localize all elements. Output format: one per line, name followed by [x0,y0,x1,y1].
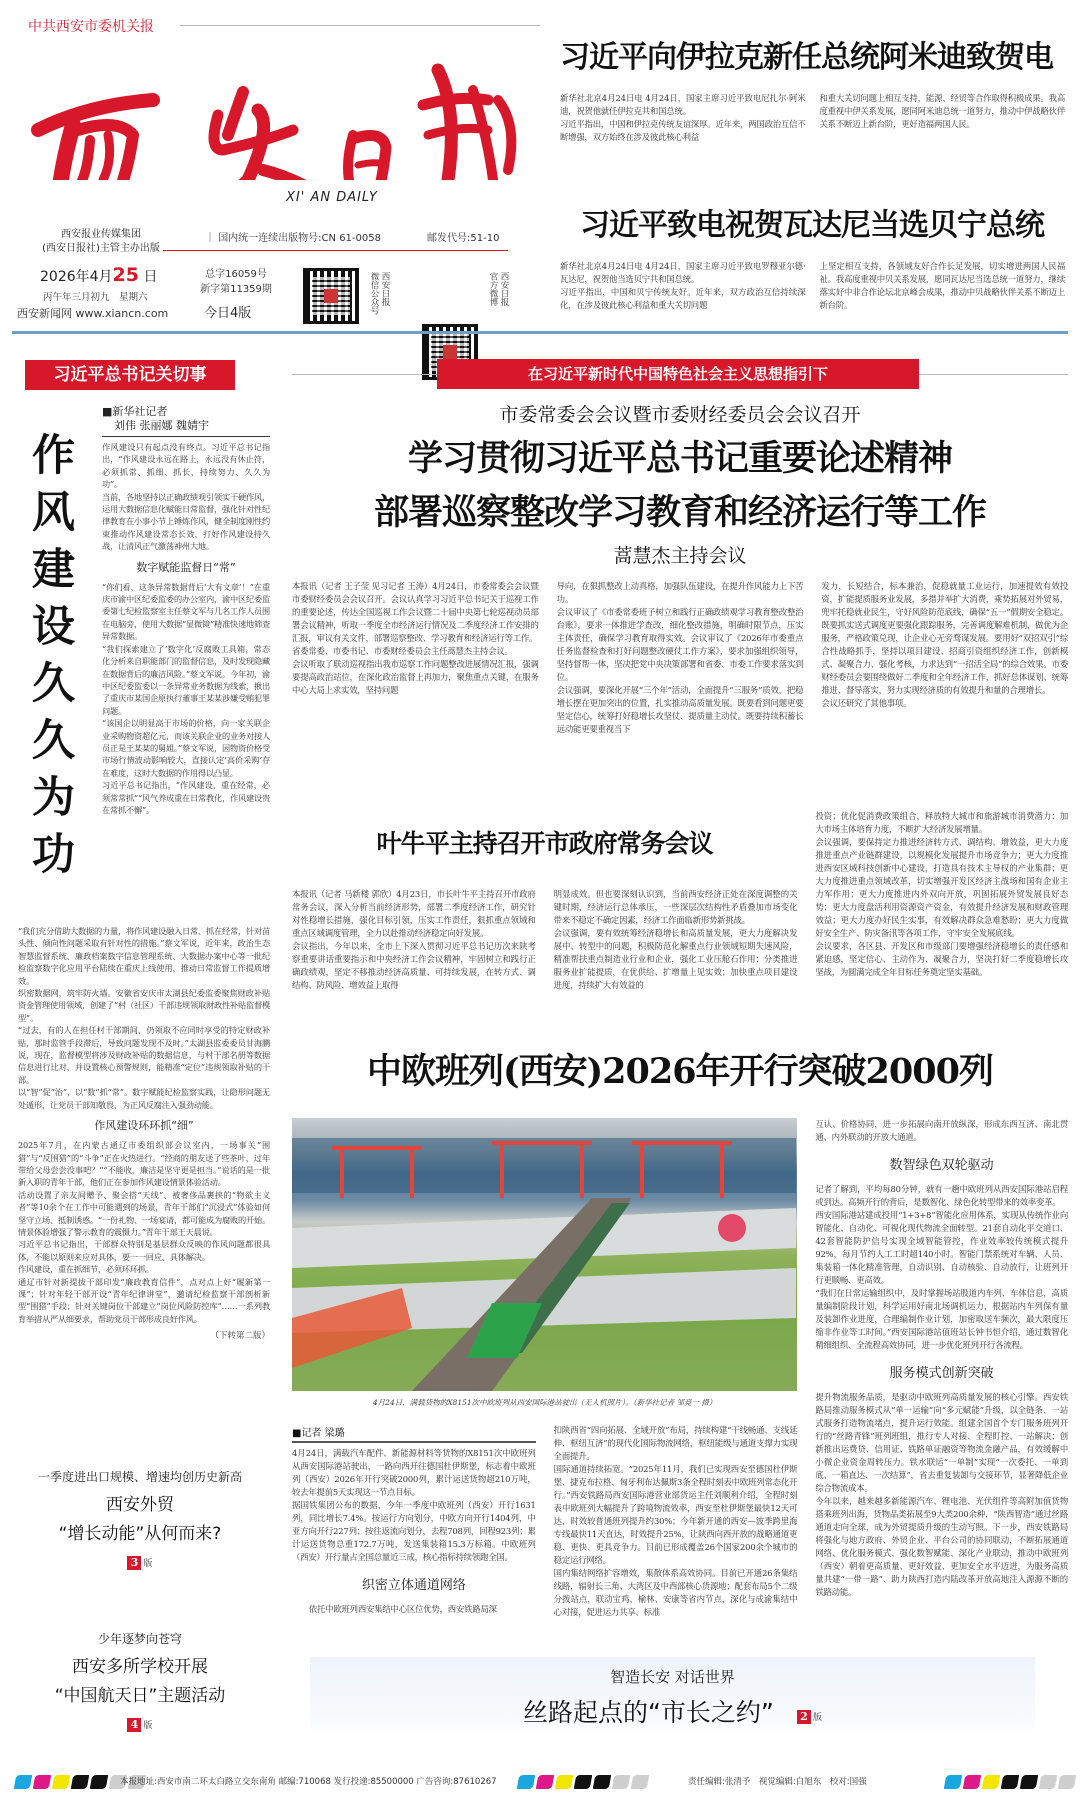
page-label: 版 [143,1559,153,1569]
grey-swatch [1058,1775,1076,1789]
publisher-rule [163,250,508,251]
cn-number: ｜ 国内统一连续出版物号:CN 61-0058 [205,233,381,244]
registration-marks-mid [518,1775,648,1789]
banner-headline-row [310,1693,1035,1729]
left-column-feature [18,360,270,1342]
second-col3: 投资；优化促消费政策组合，释放特大城市和旅游城市消费潜力；加大市场主体培育力度，不断扩大经济发展增量。 会议强调，要保持定力推进经济转方式、调结构、增效益，更大力度推进重点产业链群建设，以规模化发展提升市场竞争力；更大力度推进西安区域科技创新中心建设，打造具有技术主导权的产业集群；更大力度推进重点领域改革，切实增强开发区经济主战场和国有企业主力军作用；更大力度推进内外双向开放，巩固拓展外贸发展良好态势；更大力度盘活利用资源资产资金，有效提升经济发展和财政管理效益；更大力度办好民生实事，有效解决群众急难愁盼；更大力度做好安全生产、防灾备汛等各项工作，守牢安全发展底线。 会议要求，各区县、开发区和市级部门要增强经济稳增长的责任感和紧迫感，坚定信心、主动作为、凝聚合力，坚决打好二季度稳增长攻坚战，为圆满完成全年目标任务奠定坚实基础。 [815,811,1068,977]
top-news-2 [560,200,1065,312]
train-col1: 4月24日，满载汽车配件、新能源材料等货物的X8151次中欧班列从西安国际港站驶出，一路向西开往德国杜伊斯堡，标志着中欧班列（西安）2026年开行突破2000列，累计运送货物超210万吨，较去年提前5天实现这一节点目标。 据国铁集团公布的数据，今年一季度中欧班列（西安）开行1631列，同比增长7.4%。按运行方向划分，中欧方向开行1404列，中亚方向开行227列；按往返流向划分，去程708列，回程923列；累计运送货物总重172.7万吨，发送集装箱15.3万标箱。中欧班列（西安）开行量占全国总量近三成，核心指标持续领跑全国。 [292,1448,536,1562]
wechat-qr-label [369,272,389,315]
top-news-1-col1: 新华社北京4月24日电 4月24日，国家主席习近平致电尼扎尔·阿米迪，祝贺他就任伊拉克共和国总统。 习近平指出，中国和伊拉克传统友谊深厚。近年来，两国政治互信不断增强，双方始终在涉及彼此核心利益 [560,93,806,142]
left-feature-wide [18,925,270,1341]
registration-marks-right [945,1775,1075,1789]
magenta-swatch [536,1775,554,1789]
cn-number-text: 国内统一连续出版物号:CN 61-0058 [218,233,381,244]
teaser-2-title2: “中国航天日”主题活动 [54,1686,226,1706]
byline-names: 刘伟 张丽娜 魏婧宇 [114,419,209,432]
left-feature-narrow [102,405,270,816]
grey-swatch [612,1775,630,1789]
date-suffix: 日 [143,269,158,285]
section-tag-left: 习近平总书记关切事 [25,360,235,390]
yellow-swatch [555,1775,573,1789]
bottom-banner[interactable] [310,1657,1035,1729]
black-swatch [1020,1775,1038,1789]
black-swatch [1001,1775,1019,1789]
weibo-qr-label-a: 西安日报 [499,272,509,306]
teaser-1-title1: 西安外贸 [106,1495,174,1515]
top-news-1 [560,32,1065,144]
masthead-divider [12,331,1068,334]
magenta-swatch [963,1775,981,1789]
footer-address: 本报地址:西安市南二环太白路立交东南角 邮编:710068 发行投递:85500000 广告咨询:87610267 [120,1777,497,1787]
date-prefix: 2026年4月 [40,269,113,285]
vertical-title[interactable]: 作风建设久久为功 [32,431,75,880]
issue-total: 总字16059号 [205,269,267,280]
train-photo-image-icon [292,1118,796,1391]
magenta-swatch [33,1775,51,1789]
left-sub1: 数字赋能监督日“常” [136,560,236,574]
byline [102,405,270,437]
lead-subhead: 蒿慧杰主持会议 [613,545,747,567]
black-swatch [90,1775,108,1789]
top-news-1-headline[interactable]: 习近平向伊拉克新任总统阿米迪致贺电 [560,40,1053,75]
second-col1: 本报讯（记者 马新楼 郭欣）4月23日，市长叶牛平主持召开市政府常务会议，深入分析当前经济形势，部署二季度经济工作，研究针对性稳增长措施，强化目标引领，压实工作责任，狠抓重点领域和重点区域调度管理，全力以赴推动经济稳定向好发展。 会议指出，今年以来，全市上下深入贯彻习近平总书记历次来陕考察重要讲话重要指示和中央经济工作会议精神，牢固树立和践行正确政绩观，坚定不移推动经济高质量、可持续发展，在转方式、调结构、防风险、增效益上取得 [292,889,536,990]
lead-col2: 导向，在狠抓整改上动真格，加强队伍建设，在提升作风能力上下苦功。 会议审议了《市委常委班子树立和践行正确政绩观学习教育整改整治台账》，要求一体推进学查改，细化整改措施，明确时限节点，压实主体责任，确保学习教育取得实效。会议审议了《2026年市委重点任务监督检查和打好问题整改硬仗工作方案》，要求加强组织领导，坚持督帮一体，坚决把党中央决策部署和省委、市委工作要求落实到位。 会议强调，要深化开展“三个年”活动，全面提升“三服务”质效，把稳增长摆在更加突出的位置，扎实推动高质量发展。既要看到问题更要坚定信心，统筹打好稳增长攻坚仗、提质量主动仗。既要持续积蓄长远动能更要重视当下 [556,581,804,734]
issue-date [40,264,157,286]
publisher [26,228,176,256]
teaser-1-title2: “增长动能”从何而来? [58,1524,222,1544]
train-col1b: 依托中欧班列西安集结中心区位优势，西安铁路局深 [308,1604,497,1614]
train-sub1: 织密立体通道网络 [361,1578,466,1593]
top-news-2-col1: 新华社北京4月24日电 4月24日，国家主席习近平致电罗穆亚尔德·瓦达尼，祝贺他当选贝宁共和国总统。 习近平指出，中国和贝宁传统友好。近年来，双方政治互信持续深化，在涉及彼此核心利益和重大关切问题 [560,261,806,310]
train-col2: 扣陕西省“四向拓展、全域开放”布局，持续构建“干线畅通、支线延伸、枢纽互济”的现代化国际物流网络，枢纽能级与通道支撑力实现全面提升。 国际通道持续拓宽。“2025年11月，我们已实现西安至德国杜伊斯堡、捷克布拉格、匈牙利布达佩斯3条全程时刻表中欧班列常态化开行。”西安铁路局西安国际港营业部货运主任刘顺利介绍，全程时刻表中欧班列大幅提升了跨境物流效率，西安至杜伊斯堡最快12天可达，时效较普通班列提升约30%；今年新开通的西安—波季跨里海专线最快11天直达，时效提升25%，让陕西向西开放的战略通道更稳、更快、更具竞争力。目前已形成覆盖26个国家200余个城市的稳定运行网络。 国内集结网络扩容增效，集散体系高效协同。目前已开通26条集结线路，辐射长三角、大湾区及中西部核心货源地；配套布局5个二级分拨站点，联动宝鸡、榆林、安康等省内节点，深化与成渝集结中心对接，促进运力共享、标准 [553,1425,798,1617]
train-byline: ■记者 梁璐 [292,1424,536,1443]
lead-col1: 本报讯（记者 王子莹 见习记者 王涛）4月24日，市委常委会会议暨市委财经委员会会议召开。会议认真学习习近平总书记关于巡视工作的重要论述，传达全国巡视工作会议暨二十届中央第七轮巡视动员部署会议精神，听取一季度全市经济运行情况及二季度经济工作安排的汇报，审议有关文件，部署巡察整改、学习教育和经济运行等工作。 省委常委、市委书记、市委财经委员会主任蒿慧杰主持会议。 会议听取了联动巡视指出我市巡察工作问题整改进展情况汇报，强调要提高政治站位，在深化政治监督上再加力，聚焦重点关键，在服务中心大局上求实效，坚持问题 [292,581,539,695]
teaser-1-page [10,1552,270,1571]
flower-sculpture [718,1214,746,1242]
teaser-1-kicker: 一季度进出口规模、增速均创历史新高 [37,1470,242,1484]
grey-swatch [631,1775,649,1789]
postal-code: 邮发代号:51-10 [427,233,500,244]
lead-headline-2[interactable]: 部署巡察整改学习教育和经济运行等工作 [373,493,986,533]
pages-today: 今日4版 [204,306,252,321]
section-tag-lead: 在习近平新时代中国特色社会主义思想指引下 [437,359,919,389]
cyan-swatch [517,1775,535,1789]
train-col3c: 提升物流服务品质，是驱动中欧班列高质量发展的核心引擎。西安铁路局推动服务模式从“单一运输”向“多元赋能”升级，以全链条、一站式服务打造物流堵点，提升运行效能。组建全国首个专门服务班列开行的“丝路青锋”班列班组，推行专人对接、全程盯控、一站解决；创新推出运费贷、信用证、铁路单证融资等物流金融产品，有效缓解中小微企业资金周转压力。铁水联运“一单制”实现“一次委托、一单到底、一箱直达、一次结算”，省去重复装卸与交接环节，显著降低企业综合物流成本。 今年以来，越来越多新能源汽车、锂电池、光伏组件等高附加值货物搭乘班列出海，货物品类拓展至9大类200余种，“陕西智造”通过丝路通道走向全球，成为外贸提质升级的生动写照。下一步，西安铁路局将强化与地方政府、外贸企业、平台公司的协同联动，不断拓展通道网络、优化服务模式、强化数智赋能、深化产业联动，推动中欧班列（西安）朝着更高质量、更好效益、更加安全水平迈进，为服务高质量共建“一带一路”、助力陕西打造内陆改革开放高地注入源源不断的铁路动能。 [815,1392,1068,1597]
page-badge: 4 [127,1718,141,1732]
masthead [0,0,1080,321]
footer-editors: 责任编辑:张清予 视觉编辑:白旭东 校对:国强 [688,1777,867,1787]
lead-story [292,358,1068,736]
publisher-line2: (西安日报社)主管主办出版 [42,243,160,254]
organ-rule [180,25,540,26]
lead-col3: 发力，长短结合，标本兼治，促稳就量工业运行，加速提效有效投资，扩能提质服务业发展，多措并举扩大消费，乘势拓展对外贸易，兜牢托稳就业民生，守好风险防范底线，确保“五一”假期安全稳定。既要抓实送式调度更要强化跟踪服务，完善调度解难机制，做优为企服务，严格政策兑现，让企业心无旁骛谋发展。要用好“双招双引”综合性战略抓手，坚持以项目建设、招商引资组织经济工作，创新模式、凝聚合力、强化考核，力求达到“一招活全局”的综合效果。市委财经委员会要围绕做好二季度和全年经济工作，抓好总体谋划、统筹推进、督导落实，努力实现经济质的有效提升和量的合理增长。 会议还研究了其他事项。 [821,581,1069,708]
teaser-2-kicker: 少年逐梦向苍穹 [97,1632,182,1646]
teaser-2[interactable] [10,1630,270,1733]
cyan-swatch [944,1775,962,1789]
byline-agency: ■新华社记者 [102,405,168,418]
issue-new: 新字第11359期 [200,284,272,295]
left-sub2: 作风建设环环抓“细” [94,1119,194,1133]
black-swatch [71,1775,89,1789]
train-col3b: 记者了解到，平均每80分钟，就有一趟中欧班列从西安国际港站启程或到达。高频开行的背后，是数智化、绿色化转型带来的效率变革。 西安国际港站建成投用“1+3+8”智能化应用体系，实现从传统作业向智能化、自动化、可视化现代物流全面转型。21套自动化平交道口、42套智能防护信号实现全域智能管控，作业效率较传统模式提升92%，每月节约人工工时超140小时。智能门禁系统对车辆、人员、集装箱一体化精准管理，自动识别、自动核验、自动放行，让班列开行更顺畅、更高效。 “我们在日常运输组织中，及时掌握场站股道内车列、车体信息，高质量编制阶段计划，科学运用好南北场调机运力，根据站内车列保有量及装卸作业进度，合理编制作业计划，加密取送车频次，最大限度压缩非作业等工时间。”西安国际港站值班站长钟书恒介绍，通过数智化精细组织、全流程高效协同，进一步优化班列开行各流程。 [815,1184,1068,1350]
cyan-swatch [14,1775,32,1789]
top-news-2-headline[interactable]: 习近平致电祝贺瓦达尼当选贝宁总统 [580,208,1044,243]
lead-section-bar [292,358,1068,390]
banner-headline: 丝路起点的“市长之约” [522,1698,774,1727]
yellow-swatch [52,1775,70,1789]
black-swatch [574,1775,592,1789]
lead-kicker: 市委常委会会议暨市委财经委员会会议召开 [499,404,861,426]
second-story [292,810,1068,992]
train-photo [292,1118,797,1391]
teaser-1[interactable] [10,1468,270,1571]
train-sub3: 服务模式创新突破 [889,1366,994,1381]
train-col3a: 互认、价格协同，进一步拓展向南开放纵深，形成东西互济、南北贯通、内外联动的开放大通道。 [815,1119,1068,1142]
weibo-qr-label-b: 官方微博 [488,272,498,306]
english-name: XI' AN DAILY [286,190,378,205]
page-badge: 2 [797,1710,811,1724]
second-col2: 明显成效。但也要深刻认识到，当前西安经济正处在深度调整的关键时期，经济运行总体承压，一些深层次结构性矛盾叠加市场变化带来不稳定不确定因素，经济工作面临新形势新挑战。 会议强调，要有效统筹经济稳增长和高质量发展，更大力度解决发展中、转型中的问题，积极防范化解重点行业领域短期失速风险，精准帮扶重点制造业行业和企业，强化工业压舱石作用；分类推进服务业扩能提质，在优供给、扩增量上见实效；加快重点项目建设进度，持续扩大有效益的 [553,889,798,990]
page-label: 版 [143,1721,153,1731]
logo-calligraphy-icon [18,30,518,180]
train-headline[interactable]: 中欧班列(西安)2026年开行突破2000列 [367,1051,993,1092]
left-wide-text2: 2025年7月，在内蒙古通辽市委组织部会议室内，一场事关“围猎”与“反围猎”的“斗争”正在火热进行。“经商的朋友送了些茶叶，过年带给父母尝尝没事吧？”“不能收，廉洁是坚守更是担当。”说话的是一批新入职的青年干部，他们正在参加作风建设情景体验活动。 活动设置了亲友间赠予、聚会搭“天线”、被奢侈品裹挟的“物欲主义者”等10余个在工作中可能遇到的场景，青年干部们“沉浸式”体验如何坚守立场、抵制诱惑。“一份礼物、一场宴请，都可能成为腐败的开始。情景体验增强了警示教育的震慑力。”青年干部王天晨说。 习近平总书记指出，干部群众特别是基层群众反映的作风问题都很具体，不能以原则来应对具体，要一一回应、具体解决。 作风建设，重在抓细节，必须环环抓。 通辽市针对新提拔干部印发“廉政教育信件”，点对点上好“履新第一课”；针对年轻干部开设“青年纪律讲堂”，邀请纪检监察干部剖析新型“围猎”手段；针对关键岗位干部建立“岗位风险防控库”……一系列教育举措从严从细要求，帮助党员干部形成良好作风。 [18,1140,270,1324]
page-label: 版 [812,1713,822,1723]
train-sub2: 数智绿色双轮驱动 [889,1158,994,1173]
teaser-2-title1: 西安多所学校开展 [72,1657,208,1677]
left-intro: 作风建设只有起点没有终点。习近平总书记指出，“作风建设永远在路上，永远没有休止符，必须抓常、抓细、抓长，持续努力、久久为功”。 当前，各地坚持以正确政绩观引领实干硬作风，运用大数据信息化赋能日常监督，强化针对性纪律教育在小事小节上锤炼作风，健全制度刚性约束推动作风建设常态长效，打好作风建设持久战，让清风正气激荡神州大地。 [102,442,270,552]
top-news-1-col2: 和重大关切问题上相互支持，能源、经贸等合作取得积极成果。我高度重视中伊关系发展，愿同阿米迪总统一道努力，推动中伊战略伙伴关系不断迈上新台阶，更好造福两国人民。 [819,93,1065,129]
grey-swatch [1039,1775,1057,1789]
banner-kicker: 智造长安 对话世界 [610,1668,735,1686]
photo-caption: 4月24日，满载货物的X8151次中欧班列从西安国际港站驶出（无人机照片）。（新华社记者 邹竞一 摄） [372,1398,717,1407]
yellow-swatch [982,1775,1000,1789]
organ-label: 中共西安市委机关报 [28,19,154,35]
weibo-qr-label [488,272,508,306]
newspaper-logo [18,30,518,180]
footer [0,1770,1080,1794]
wechat-qr-label-a: 西安日报 [380,272,390,306]
black-swatch [593,1775,611,1789]
wechat-qr-label-b: 微信公众号 [369,272,379,315]
publisher-line1: 西安报业传媒集团 [61,229,141,240]
train-story [292,1040,1068,1619]
lead-headline-1[interactable]: 学习贯彻习近平总书记重要论述精神 [407,439,952,479]
wechat-qr-code[interactable] [303,268,359,324]
continued-note: （下转第二版） [210,1331,270,1342]
teaser-2-page [10,1714,270,1733]
left-sub1-text: “你们看，这条异常数据背后‘大有文章’！”在重庆市渝中区纪委监委的办公室内，渝中区纪委监委第七纪检监察室主任蔡文军与几名工作人员围在电脑旁，使用大数据“显微镜”精准快速地筛查异常数据。 “我们探索建立了‘数字化’反腐败工具箱，常态化分析来自职能部门的监督信息，及时发现隐藏在数据背后的廉洁风险。”蔡文军说。今年初，渝中区纪委监委以一条异常业务数据为线索，揪出了重庆市某国企原执行董事王某某涉嫌受贿犯罪问题。 “该国企以明显高于市场的价格，向一家关联企业采购物资超亿元，而该关联企业的业务对接人员正是王某某的舅姐。”蔡文军说，因物资价格受市场行情波动影响较大，直接认定‘高价采购’存在难度，这时大数据的作用得以凸显。 习近平总书记指出，“作风建设，重在经常，必须常常抓”“风气养成重在日常教化，作风建设贵在常抓不懈”。 [102,581,270,815]
lunar-date: 丙午年三月初九 星期六 [43,292,148,303]
page-badge: 3 [127,1556,141,1570]
top-news-2-col2: 上坚定相互支持，各领域友好合作长足发展，切实增进两国人民福祉。我高度重视中贝关系发展，愿同瓦达尼当选总统一道努力，继续落实好中非合作论坛北京峰会成果，推动中贝战略伙伴关系不断迈上新台阶。 [819,261,1065,310]
website-link[interactable]: 西安新闻网 www.xiancn.com [17,307,169,320]
date-day: 25 [112,264,139,286]
left-wide-text1: “我们充分借助大数据的力量，将作风建设融入日常、抓在经常，针对苗头性、倾向性问题采取有针对性的措施。”蔡文军说，近年来，政治生态智慧监督系统、廉政档案数字信息管理系统、大数据办案中心等一批纪检监察数字化应用平台陆续在重庆上线使用，推动日常监督工作提质增效。 织密数据网，筑牢防火墙。安徽省安庆市太湖县纪委监委聚焦财政补贴资金管理使用领域，创建了“村（社区）干部违规领取财政性补贴监督模型”。 “过去，有的人在担任村干部期间，仍领取不应同时享受的特定财政补贴，那时监管手段滞后，导致问题发现不及时。”太湖县监委委员甘海鹏说，现在，监督模型将涉及财政补贴的数据信息，与村干部名册等数据信息进行比对，并设置核心预警规则，能精准“定位”违规领取补贴的干部。 以“智”促“治”，以“数”抓“常”。数字赋能纪检监察实践，让隐形问题无处遁形，让党员干部知敬畏，为正风反腐注入强劲动能。 [18,926,270,1110]
second-headline[interactable]: 叶牛平主持召开市政府常务会议 [376,829,713,858]
issue-numbers [195,267,277,297]
